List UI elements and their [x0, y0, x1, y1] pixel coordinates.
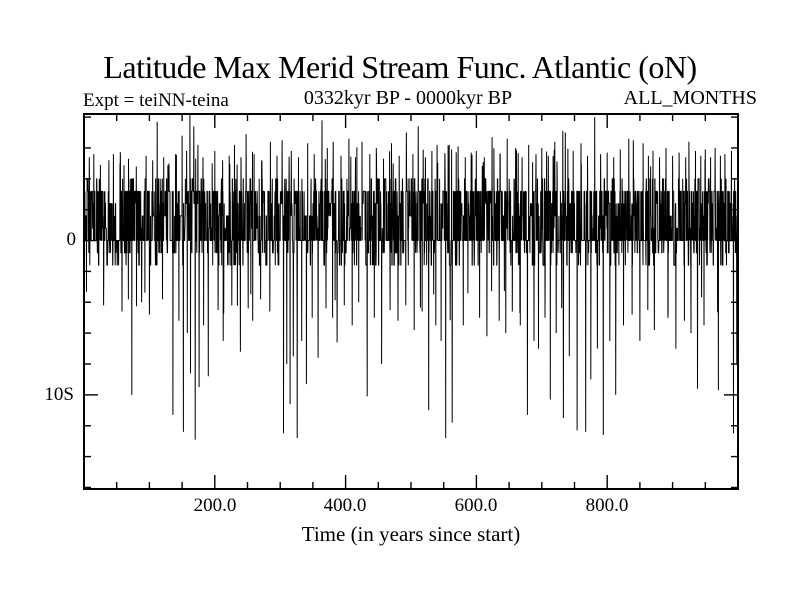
x-tick-label-800: 800.0	[585, 495, 629, 516]
x-axis-title: Time (in years since start)	[301, 522, 521, 546]
time-range-label: 0332kyr BP - 0000kyr BP	[303, 87, 513, 109]
chart-title: Latitude Max Merid Stream Func. Atlantic (oN)	[103, 49, 697, 85]
x-tick-label-200: 200.0	[193, 495, 237, 516]
y-tick-label-0: 0	[66, 229, 76, 250]
y-tick-label-10s: 10S	[44, 384, 74, 405]
x-tick-label-400: 400.0	[323, 495, 367, 516]
x-tick-label-600: 600.0	[454, 495, 498, 516]
months-label: ALL_MONTHS	[623, 87, 757, 109]
experiment-label: Expt = teiNN-teina	[83, 90, 229, 111]
data-series-line	[84, 114, 738, 440]
